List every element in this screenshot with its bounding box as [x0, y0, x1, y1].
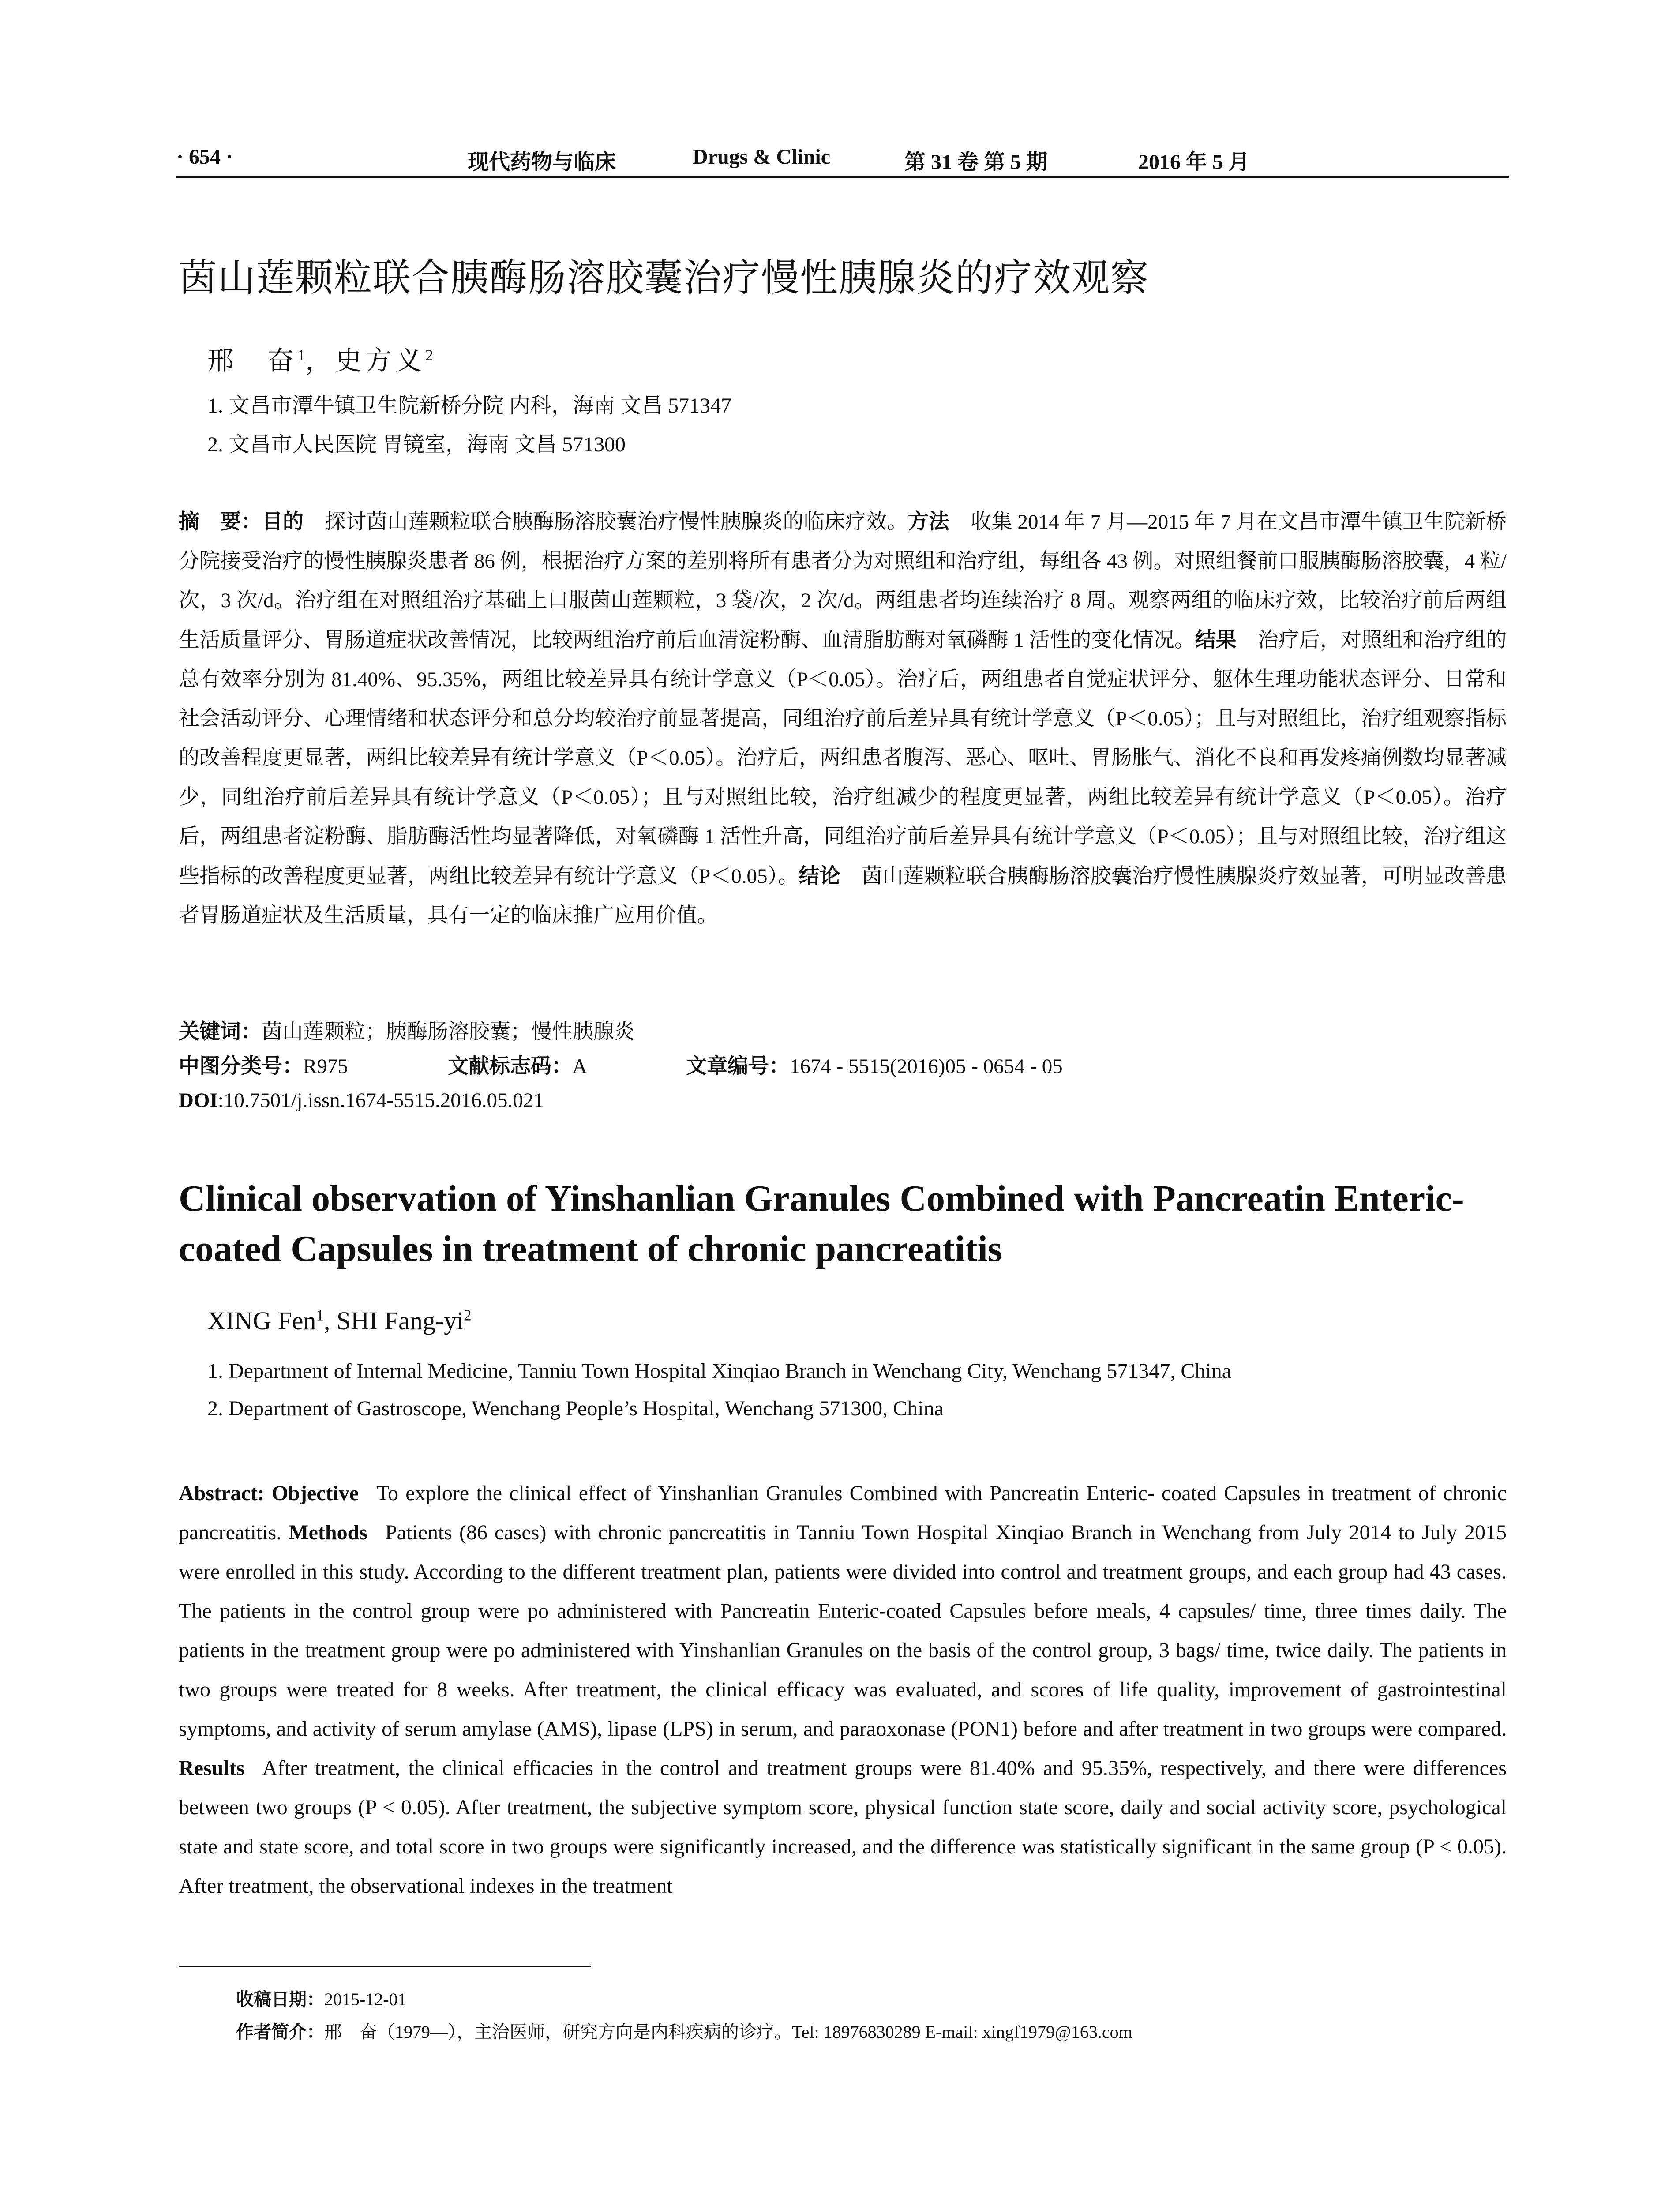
- chinese-authors: [207, 340, 433, 378]
- en-author-2: SHI Fang-yi: [336, 1306, 464, 1335]
- author-1-affiliation-mark: 1: [297, 346, 305, 364]
- chinese-title: 茵山莲颗粒联合胰酶肠溶胶囊治疗慢性胰腺炎的疗效观察: [179, 256, 1149, 300]
- english-authors: [207, 1306, 472, 1336]
- english-affiliation-2: 2. Department of Gastroscope, Wenchang People’s Hospital, Wenchang 571300, China: [207, 1397, 944, 1420]
- en-author-2-affiliation-mark: 2: [464, 1306, 472, 1324]
- received-date-row: [236, 1983, 1132, 2016]
- clc-code: R975: [303, 1055, 348, 1078]
- doi-label: DOI: [179, 1089, 218, 1112]
- en-objective-label: Objective: [271, 1482, 359, 1505]
- author-bio: 邢 奋（1979—），主治医师，研究方向是内科疾病的诊疗。Tel: 18976830289 E-mail: xingf1979@163.com: [324, 2022, 1132, 2042]
- bio-label: 作者简介：: [236, 2022, 324, 2042]
- page-number: · 654 ·: [176, 145, 233, 169]
- journal-name-cn: 现代药物与临床: [468, 150, 616, 174]
- author-1: 邢 奋: [207, 346, 297, 375]
- document-code: A: [572, 1055, 587, 1078]
- results-label: 结果: [1195, 628, 1237, 652]
- results-text: 治疗后，对照组和治疗组的总有效率分别为 81.40%、95.35%，两组比较差异具有统计学意义（P＜0.05）。治疗后，两组患者自觉症状评分、躯体生理功能状态评分、日常和社会活动评分、心理情绪和状态评分和总分均较治疗前显著提高，同组治疗前后差异具有统计学意义（P＜0.05）；且与对照组比，治疗组观察指标的改善程度更显著，两组比较差异有统计学意义（P＜0.05）。治疗后，两组患者腹泻、恶心、呕吐、胃肠胀气、消化不良和再发疼痛例数均显著减少，同组治疗前后差异具有统计学意义（P＜0.05）；且与对照组比较，治疗组减少的程度更显著，两组比较差异有统计学意义（P＜0.05）。治疗后，两组患者淀粉酶、脂肪酶活性均显著降低，对氧磷酶 1 活性升高，同组治疗前后差异具有统计学意义（P＜0.05）；且与对照组比较，治疗组这些指标的改善程度更显著，两组比较差异有统计学意义（P＜0.05）。: [179, 629, 1507, 888]
- objective-text: 探讨茵山莲颗粒联合胰酶肠溶胶囊治疗慢性胰腺炎的临床疗效。: [325, 510, 908, 533]
- journal-name-en: Drugs & Clinic: [693, 145, 830, 169]
- running-header: [176, 140, 1509, 178]
- en-author-1-affiliation-mark: 1: [316, 1306, 324, 1324]
- english-abstract: [179, 1474, 1507, 1906]
- issue-info: 第 31 卷 第 5 期: [904, 150, 1048, 174]
- chinese-abstract: [179, 502, 1507, 935]
- en-author-separator: ,: [323, 1306, 337, 1335]
- en-methods-label: Methods: [289, 1521, 368, 1544]
- article-id-label: 文章编号：: [686, 1054, 790, 1078]
- en-results-label: Results: [179, 1756, 245, 1780]
- methods-text: 收集 2014 年 7 月—2015 年 7 月在文昌市潭牛镇卫生院新桥分院接受治疗的慢性胰腺炎患者 86 例，根据治疗方案的差别将所有患者分为对照组和治疗组，每组各 43 例。对照组餐前口服胰酶肠溶胶囊，4 粒/次，3 次/d。治疗组在对照组治疗基础上口服茵山莲颗粒，3 袋/次，2 次/d。两组患者均连续治疗 8 周。观察两组的临床疗效，比较治疗前后两组生活质量评分、胃肠道症状改善情况，比较两组治疗前后血清淀粉酶、血清脂肪酶对氧磷酶 1 活性的变化情况。: [179, 510, 1507, 652]
- clc-label: 中图分类号：: [179, 1054, 303, 1078]
- received-label: 收稿日期：: [236, 1989, 324, 2010]
- author-2-affiliation-mark: 2: [425, 346, 433, 364]
- en-methods-text: Patients (86 cases) with chronic pancreatitis in Tanniu Town Hospital Xinqiao Branch in Wenchang from July 2014 to July 2015 were enrolled in this study. According to the different treatment plan, patients were divided into control and treatment groups, and each group had 43 cases. The patients in the control group were po administered with Pancreatin Enteric-coated Capsules before meals, 4 capsules/ time, three times daily. The patients in the treatment group were po administered with Yinshanlian Granules on the basis of the control group, 3 bags/ time, twice daily. The patients in two groups were treated for 8 weeks. After treatment, the clinical efficacy was evaluated, and scores of life quality, improvement of gastrointestinal symptoms, and activity of serum amylase (AMS), lipase (LPS) in serum, and paraoxonase (PON1) before and after treatment in two groups were compared.: [179, 1521, 1507, 1741]
- chinese-affiliation-2: 2. 文昌市人民医院 胃镜室，海南 文昌 571300: [207, 433, 626, 456]
- keywords: 茵山莲颗粒；胰酶肠溶胶囊；慢性胰腺炎: [262, 1020, 635, 1043]
- abstract-label: 摘 要：: [179, 510, 262, 534]
- chinese-affiliation-1: 1. 文昌市潭牛镇卫生院新桥分院 内科，海南 文昌 571347: [207, 394, 732, 417]
- footnote-rule: [179, 1966, 591, 1967]
- document-code-label: 文献标志码：: [448, 1054, 572, 1078]
- article-metadata: [179, 1015, 1507, 1118]
- issue-date: 2016 年 5 月: [1138, 150, 1250, 174]
- footnotes: [236, 1983, 1132, 2048]
- en-objective-text: To explore the clinical effect of Yinshanlian Granules Combined with Pancreatin Enteric- coated Capsules in treatment of chronic pancreatitis.: [179, 1482, 1507, 1544]
- conclusion-label: 结论: [799, 864, 840, 888]
- author-separator: ，: [305, 346, 335, 375]
- keywords-row: [179, 1015, 1507, 1049]
- en-results-text: After treatment, the clinical efficacies in the control and treatment groups were 81.40% and 95.35%, respectively, and there were differences between two groups (P < 0.05). After treatment, the subjective symptom score, physical function state score, daily and social activity score, psychological state and state score, and total score in two groups were significantly increased, and the difference was statistically significant in the same group (P < 0.05). After treatment, the observational indexes in the treatment: [179, 1756, 1507, 1898]
- classification-row: [179, 1049, 1507, 1084]
- doi: :10.7501/j.issn.1674-5515.2016.05.021: [218, 1089, 544, 1112]
- received-date: 2015-12-01: [324, 1989, 407, 2009]
- en-abstract-label: Abstract:: [179, 1482, 265, 1505]
- article-id: 1674 - 5515(2016)05 - 0654 - 05: [790, 1055, 1063, 1078]
- english-title: Clinical observation of Yinshanlian Granules Combined with Pancreatin Enteric-coated Capsules in treatment of chronic pancreatitis: [179, 1178, 1464, 1269]
- methods-label: 方法: [908, 510, 950, 534]
- en-author-1: XING Fen: [207, 1306, 316, 1335]
- author-bio-row: [236, 2016, 1132, 2048]
- conclusion-text: 茵山莲颗粒联合胰酶肠溶胶囊治疗慢性胰腺炎疗效显著，可明显改善患者胃肠道症状及生活质量，具有一定的临床推广应用价值。: [179, 865, 1507, 927]
- doi-row: [179, 1084, 1507, 1118]
- english-affiliation-1: 1. Department of Internal Medicine, Tanniu Town Hospital Xinqiao Branch in Wenchang City, Wenchang 571347, China: [207, 1359, 1232, 1383]
- objective-label: 目的: [262, 510, 304, 534]
- keywords-label: 关键词：: [179, 1020, 262, 1044]
- author-2: 史方义: [335, 346, 425, 375]
